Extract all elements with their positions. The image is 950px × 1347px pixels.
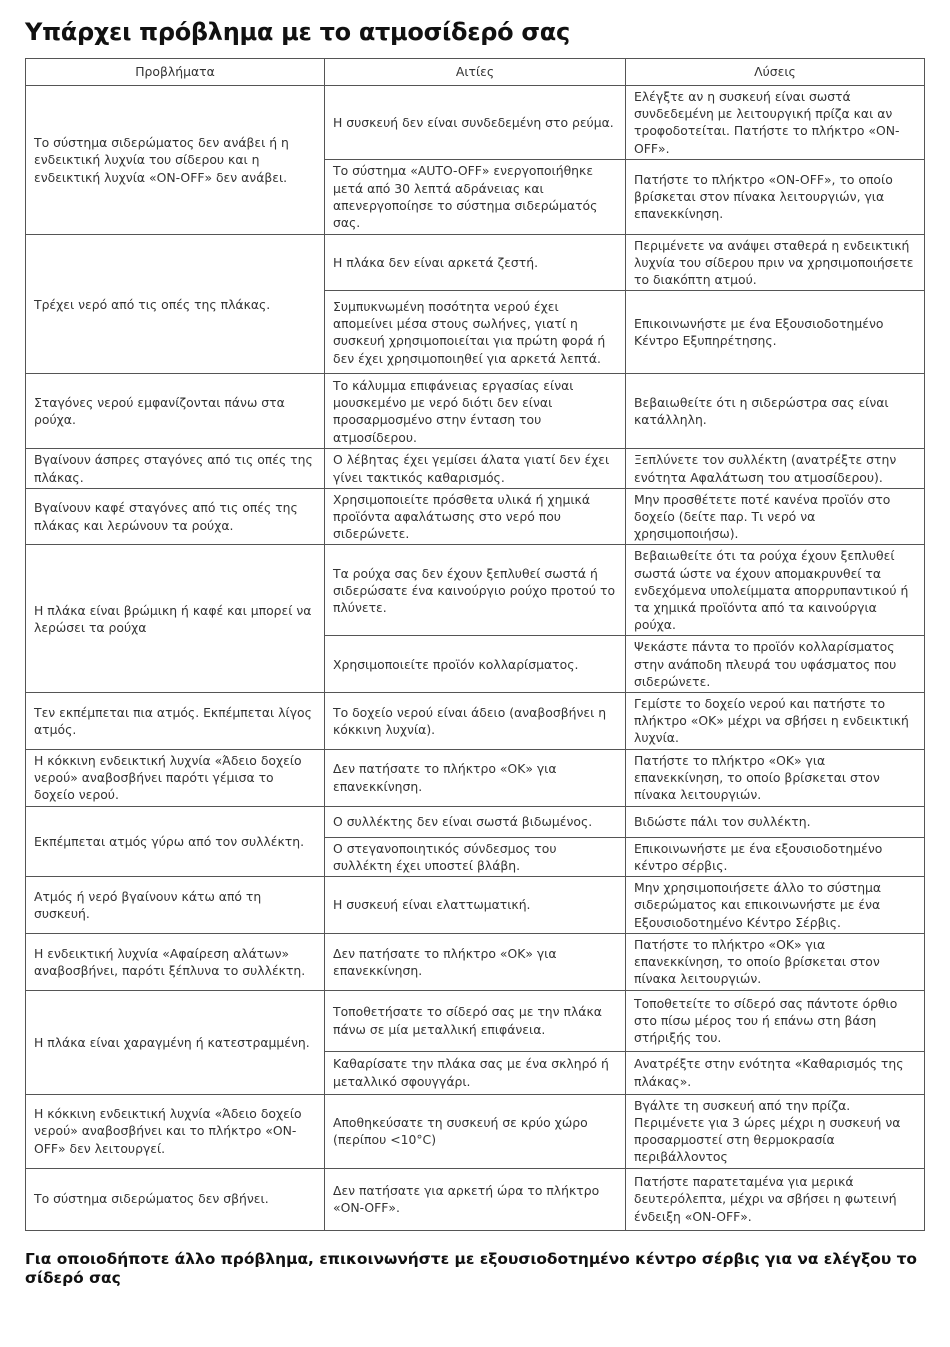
table-row (26, 1094, 925, 1168)
solution-cell: Βεβαιωθείτε ότι τα ρούχα έχουν ξεπλυθεί σωστά ώστε να έχουν απομακρυνθεί τα ενδεχόμενα υπολείμματα απορρυπαντικού ή τα χημικά προϊόντα από τα καινούργια ρούχα. (626, 545, 925, 636)
table-row (26, 749, 925, 806)
header-causes: Αιτίες (325, 59, 626, 86)
solution-cell: Ξεπλύνετε τον συλλέκτη (ανατρέξτε στην ενότητα Αφαλάτωση του ατμοσίδερου). (626, 449, 925, 488)
footer-note: Για οποιοδήποτε άλλο πρόβλημα, επικοινωνήστε με εξουσιοδοτημένο κέντρο σέρβις για να ελέγξου το σίδερό σας (25, 1250, 917, 1287)
solution-cell: Μην προσθέτετε ποτέ κανένα προϊόν στο δοχείο (δείτε παρ. Τι νερό να χρησιμοποιήσω). (626, 488, 925, 545)
cause-cell: Χρησιμοποιείτε προϊόν κολλαρίσματος. (325, 636, 626, 693)
cause-cell: Το κάλυμμα επιφάνειας εργασίας είναι μουσκεμένο με νερό διότι δεν είναι προσαρμοσμένο στην ένταση του ατμοσίδερου. (325, 374, 626, 449)
table-row (26, 234, 925, 291)
page-title: Υπάρχει πρόβλημα με το ατμοσίδερό σας (25, 18, 570, 46)
cause-cell: Η πλάκα δεν είναι αρκετά ζεστή. (325, 234, 626, 291)
cause-cell: Ο στεγανοποιητικός σύνδεσμος του συλλέκτη έχει υποστεί βλάβη. (325, 837, 626, 876)
cause-cell: Ο λέβητας έχει γεμίσει άλατα γιατί δεν έχει γίνει τακτικός καθαρισμός. (325, 449, 626, 488)
solution-cell: Επικοινωνήστε με ένα εξουσιοδοτημένο κέντρο σέρβις. (626, 837, 925, 876)
troubleshooting-table (25, 58, 925, 1231)
problem-cell: Σταγόνες νερού εμφανίζονται πάνω στα ρούχα. (26, 374, 325, 449)
cause-cell: Αποθηκεύσατε τη συσκευή σε κρύο χώρο (περίπου <10°C) (325, 1094, 626, 1168)
problem-cell: Η κόκκινη ενδεικτική λυχνία «Άδειο δοχείο νερού» αναβοσβήνει και το πλήκτρο «ON-OFF» δεν λειτουργεί. (26, 1094, 325, 1168)
problem-cell: Τεν εκπέμπεται πια ατμός. Εκπέμπεται λίγος ατμός. (26, 693, 325, 750)
problem-cell: Η πλάκα είναι χαραγμένη ή κατεστραμμένη. (26, 990, 325, 1094)
solution-cell: Βγάλτε τη συσκευή από την πρίζα. Περιμένετε για 3 ώρες μέχρι η συσκευή να προσαρμοστεί στη θερμοκρασία περιβάλλοντος (626, 1094, 925, 1168)
table-row (26, 806, 925, 837)
cause-cell: Τα ρούχα σας δεν έχουν ξεπλυθεί σωστά ή σιδερώσατε ένα καινούργιο ρούχο προτού το πλύνετε. (325, 545, 626, 636)
cause-cell: Δεν πατήσατε το πλήκτρο «OK» για επανεκκίνηση. (325, 749, 626, 806)
solution-cell: Βιδώστε πάλι τον συλλέκτη. (626, 806, 925, 837)
problem-cell: Το σύστημα σιδερώματος δεν σβήνει. (26, 1168, 325, 1230)
cause-cell: Η συσκευή είναι ελαττωματική. (325, 877, 626, 934)
table-header-row (26, 59, 925, 86)
cause-cell: Το σύστημα «AUTO-OFF» ενεργοποιήθηκε μετά από 30 λεπτά αδράνειας και απενεργοποίησε το σύστημα σιδερώματός σας. (325, 159, 626, 234)
solution-cell: Πατήστε το πλήκτρο «OK» για επανεκκίνηση, το οποίο βρίσκεται στον πίνακα λειτουργιών. (626, 934, 925, 991)
solution-cell: Ψεκάστε πάντα το προϊόν κολλαρίσματος στην ανάποδη πλευρά του υφάσματος που σιδερώνετε. (626, 636, 925, 693)
solution-cell: Ανατρέξτε στην ενότητα «Καθαρισμός της πλάκας». (626, 1051, 925, 1094)
table-row (26, 86, 925, 160)
problem-cell: Βγαίνουν καφέ σταγόνες από τις οπές της πλάκας και λερώνουν τα ρούχα. (26, 488, 325, 545)
table-row (26, 934, 925, 991)
solution-cell: Γεμίστε το δοχείο νερού και πατήστε το πλήκτρο «OK» μέχρι να σβήσει η ενδεικτική λυχνία. (626, 693, 925, 750)
table-row (26, 693, 925, 750)
problem-cell: Η ενδεικτική λυχνία «Αφαίρεση αλάτων» αναβοσβήνει, παρότι ξέπλυνα το συλλέκτη. (26, 934, 325, 991)
cause-cell: Συμπυκνωμένη ποσότητα νερού έχει απομείνει μέσα στους σωλήνες, γιατί η συσκευή χρησιμοποιείται για πρώτη φορά ή δεν έχει χρησιμοποιηθεί για αρκετά λεπτά. (325, 291, 626, 374)
table-row (26, 374, 925, 449)
table-row (26, 488, 925, 545)
problem-cell: Εκπέμπεται ατμός γύρω από τον συλλέκτη. (26, 806, 325, 876)
solution-cell: Πατήστε το πλήκτρο «OK» για επανεκκίνηση, το οποίο βρίσκεται στον πίνακα λειτουργιών. (626, 749, 925, 806)
header-problems: Προβλήματα (26, 59, 325, 86)
cause-cell: Ο συλλέκτης δεν είναι σωστά βιδωμένος. (325, 806, 626, 837)
cause-cell: Τοποθετήσατε το σίδερό σας με την πλάκα πάνω σε μία μεταλλική επιφάνεια. (325, 990, 626, 1051)
solution-cell: Επικοινωνήστε με ένα Εξουσιοδοτημένο Κέντρο Εξυπηρέτησης. (626, 291, 925, 374)
solution-cell: Περιμένετε να ανάψει σταθερά η ενδεικτική λυχνία του σίδερου πριν να χρησιμοποιήσετε το διακόπτη ατμού. (626, 234, 925, 291)
cause-cell: Καθαρίσατε την πλάκα σας με ένα σκληρό ή μεταλλικό σφουγγάρι. (325, 1051, 626, 1094)
cause-cell: Το δοχείο νερού είναι άδειο (αναβοσβήνει η κόκκινη λυχνία). (325, 693, 626, 750)
cause-cell: Δεν πατήσατε το πλήκτρο «OK» για επανεκκίνηση. (325, 934, 626, 991)
problem-cell: Βγαίνουν άσπρες σταγόνες από τις οπές της πλάκας. (26, 449, 325, 488)
problem-cell: Η πλάκα είναι βρώμικη ή καφέ και μπορεί να λερώσει τα ρούχα (26, 545, 325, 693)
problem-cell: Η κόκκινη ενδεικτική λυχνία «Άδειο δοχείο νερού» αναβοσβήνει παρότι γέμισα το δοχείο νερού. (26, 749, 325, 806)
solution-cell: Ελέγξτε αν η συσκευή είναι σωστά συνδεδεμένη με λειτουργική πρίζα και αν τροφοδοτείται. Πατήστε το πλήκτρο «ON-OFF». (626, 86, 925, 160)
table-row (26, 545, 925, 636)
solution-cell: Πατήστε το πλήκτρο «ON-OFF», το οποίο βρίσκεται στον πίνακα λειτουργιών, για επανεκκίνηση. (626, 159, 925, 234)
cause-cell: Η συσκευή δεν είναι συνδεδεμένη στο ρεύμα. (325, 86, 626, 160)
table-row (26, 1168, 925, 1230)
table-row (26, 449, 925, 488)
solution-cell: Τοποθετείτε το σίδερό σας πάντοτε όρθιο στο πίσω μέρος του ή επάνω στη βάση στήριξής του. (626, 990, 925, 1051)
problem-cell: Τρέχει νερό από τις οπές της πλάκας. (26, 234, 325, 374)
table-row (26, 877, 925, 934)
solution-cell: Βεβαιωθείτε ότι η σιδερώστρα σας είναι κατάλληλη. (626, 374, 925, 449)
problem-cell: Το σύστημα σιδερώματος δεν ανάβει ή η ενδεικτική λυχνία του σίδερου και η ενδεικτική λυχνία «ON-OFF» δεν ανάβει. (26, 86, 325, 235)
solution-cell: Πατήστε παρατεταμένα για μερικά δευτερόλεπτα, μέχρι να σβήσει η φωτεινή ένδειξη «ON-OFF». (626, 1168, 925, 1230)
problem-cell: Ατμός ή νερό βγαίνουν κάτω από τη συσκευή. (26, 877, 325, 934)
cause-cell: Χρησιμοποιείτε πρόσθετα υλικά ή χημικά προϊόντα αφαλάτωσης στο νερό που σιδερώνετε. (325, 488, 626, 545)
solution-cell: Μην χρησιμοποιήσετε άλλο το σύστημα σιδερώματος και επικοινωνήστε με ένα Εξουσιοδοτημένο Κέντρο Σέρβις. (626, 877, 925, 934)
cause-cell: Δεν πατήσατε για αρκετή ώρα το πλήκτρο «ON-OFF». (325, 1168, 626, 1230)
table-row (26, 990, 925, 1051)
header-solutions: Λύσεις (626, 59, 925, 86)
table-body (26, 86, 925, 1231)
